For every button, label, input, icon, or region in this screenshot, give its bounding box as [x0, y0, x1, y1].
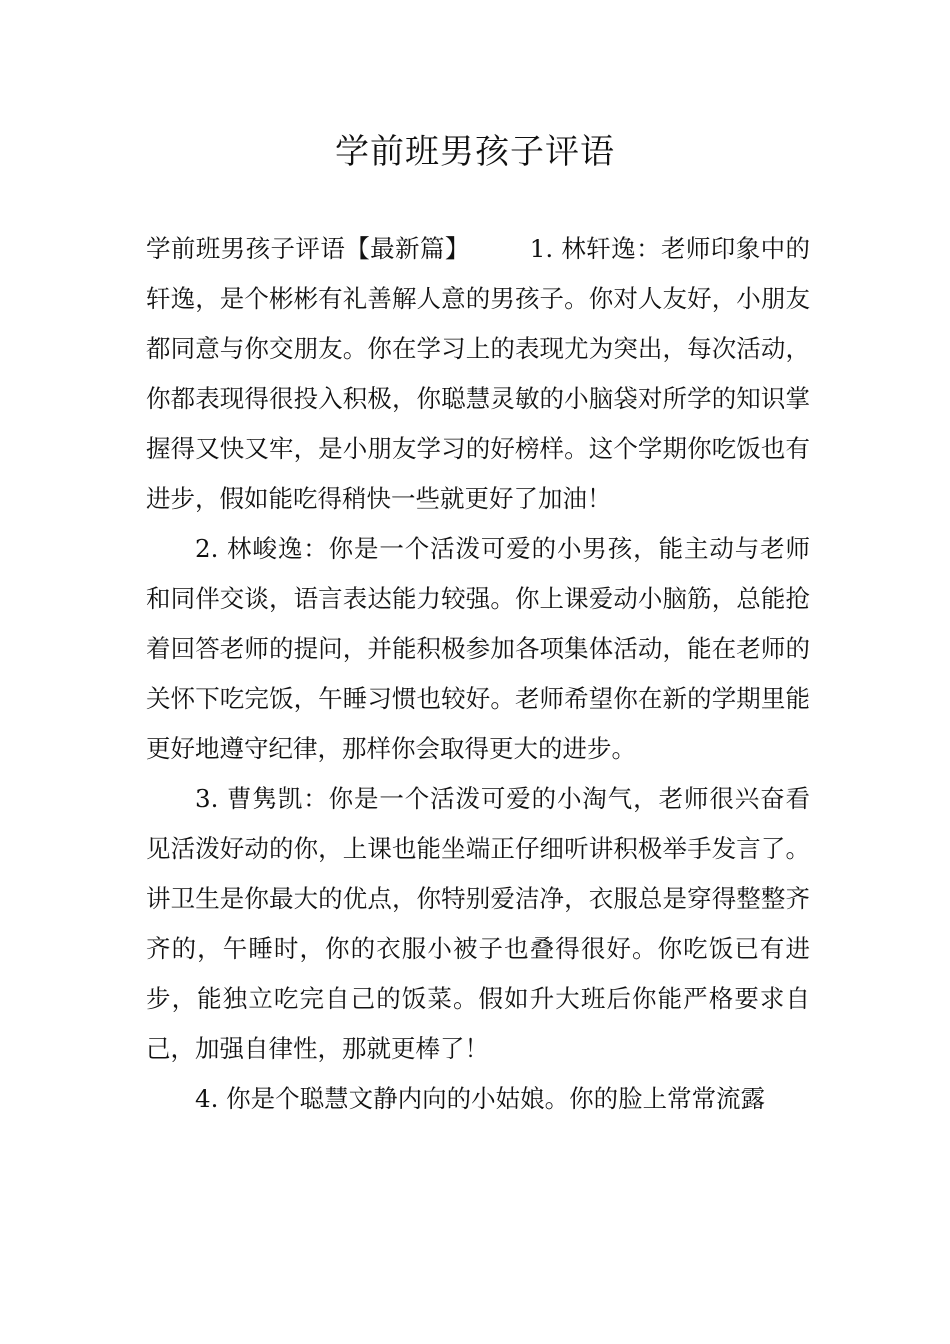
intro-heading: 学前班男孩子评语【最新篇】 [146, 234, 470, 263]
paragraph-4: 4. 你是个聪慧文静内向的小姑娘。你的脸上常常流露 [195, 1084, 766, 1113]
paragraph-3: 3. 曹隽凯：你是一个活泼可爱的小淘气，老师很兴奋看见活泼好动的你，上课也能坐端正仔细听讲积极举手发言了。讲卫生是你最大的优点，你特别爱洁净，衣服总是穿得整整齐齐的，午睡时，你的衣服小被子也叠得很好。你吃饭已有进步，能独立吃完自己的饭菜。假如升大班后你能严格要求自己，加强自律性，那就更棒了！ [146, 784, 810, 1063]
paragraph-2: 2. 林峻逸：你是一个活泼可爱的小男孩，能主动与老师和同伴交谈，语言表达能力较强。你上课爱动小脑筋，总能抢着回答老师的提问，并能积极参加各项集体活动，能在老师的关怀下吃完饭，午睡习惯也较好。老师希望你在新的学期里能更好地遵守纪律，那样你会取得更大的进步。 [146, 534, 810, 763]
document-title: 学前班男孩子评语 [335, 132, 615, 172]
paragraph-1 [146, 224, 810, 524]
document-body [146, 224, 810, 1124]
paragraph-1-text: 1. 林轩逸：老师印象中的轩逸，是个彬彬有礼善解人意的男孩子。你对人友好，小朋友都同意与你交朋友。你在学习上的表现尤为突出，每次活动，你都表现得很投入积极，你聪慧灵敏的小脑袋对所学的知识掌握得又快又牢，是小朋友学习的好榜样。这个学期你吃饭也有进步，假如能吃得稍快一些就更好了加油！ [146, 234, 810, 513]
